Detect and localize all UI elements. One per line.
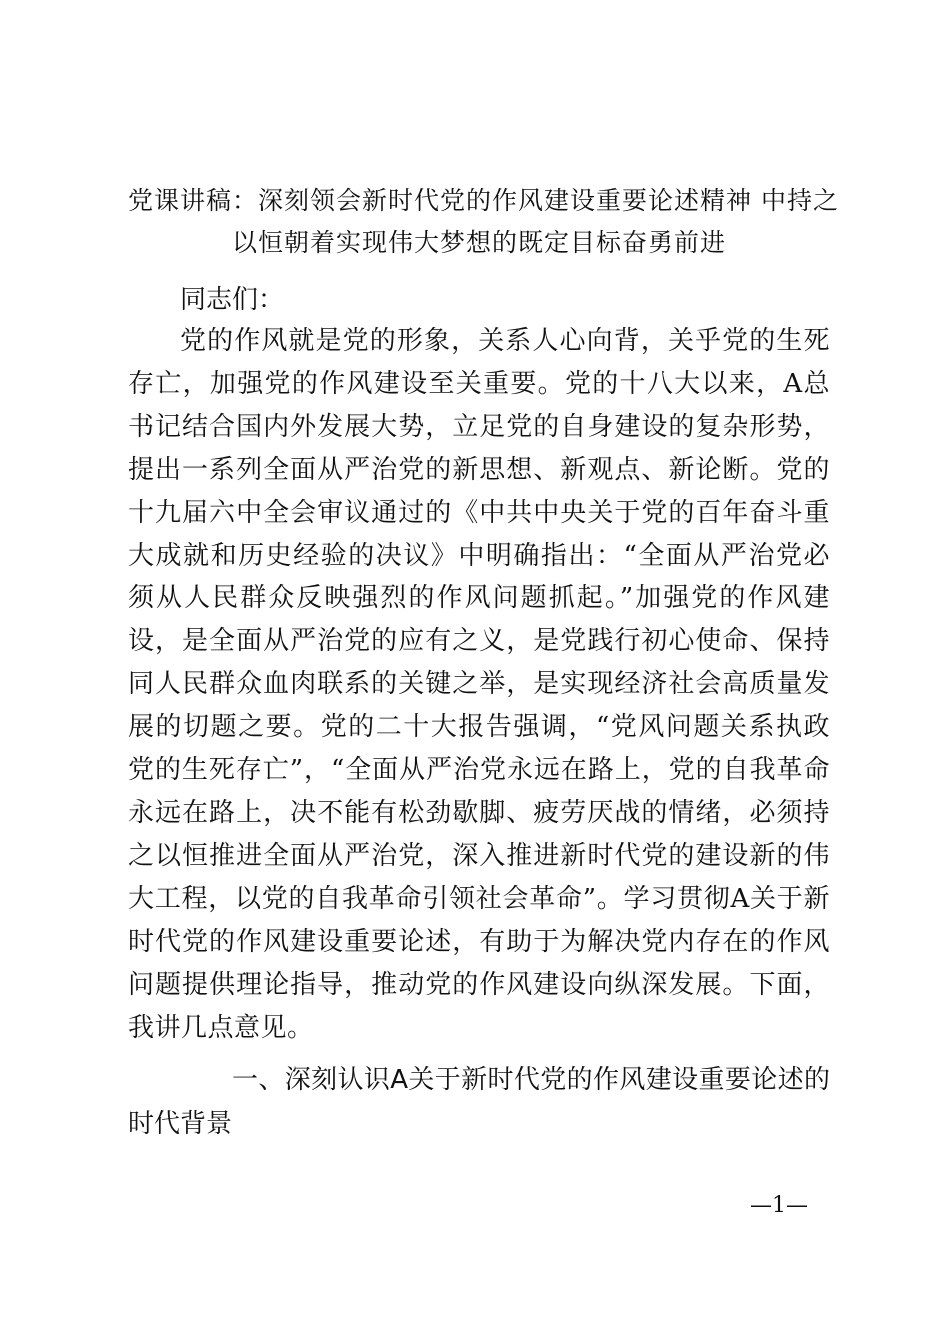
- document-title: [128, 180, 839, 264]
- title-line-1: 党课讲稿：深刻领会新时代党的作风建设重要论述精神 中持之: [128, 186, 839, 215]
- title-line-2: 以恒朝着实现伟大梦想的既定目标奋勇前进: [231, 228, 726, 257]
- body-paragraph: 党的作风就是党的形象，关系人心向背，关乎党的生死存亡，加强党的作风建设至关重要。党的十八大以来，A总书记结合国内外发展大势，立足党的自身建设的复杂形势，提出一系列全面从严治党的新思想、新观点、新论断。党的十九届六中全会审议通过的《中共中央关于党的百年奋斗重大成就和历史经验的决议》中明确指出：“全面从严治党必须从人民群众反映强烈的作风问题抓起。”加强党的作风建设，是全面从严治党的应有之义，是党践行初心使命、保持同人民群众血肉联系的关键之举，是实现经济社会高质量发展的切题之要。党的二十大报告强调，“党风问题关系执政党的生死存亡”，“全面从严治党永远在路上，党的自我革命永远在路上，决不能有松劲歇脚、疲劳厌战的情绪，必须持之以恒推进全面从严治党，深入推进新时代党的建设新的伟大工程，以党的自我革命引领社会革命”。学习贯彻A关于新时代党的作风建设重要论述，有助于为解决党内存在的作风问题提供理论指导，推动党的作风建设向纵深发展。下面，我讲几点意见。: [128, 326, 830, 1043]
- salutation: 同志们：: [180, 285, 285, 315]
- page-number: —1—: [750, 1193, 808, 1218]
- section-heading: 一、深刻认识A关于新时代党的作风建设重要论述的时代背景: [128, 1065, 830, 1139]
